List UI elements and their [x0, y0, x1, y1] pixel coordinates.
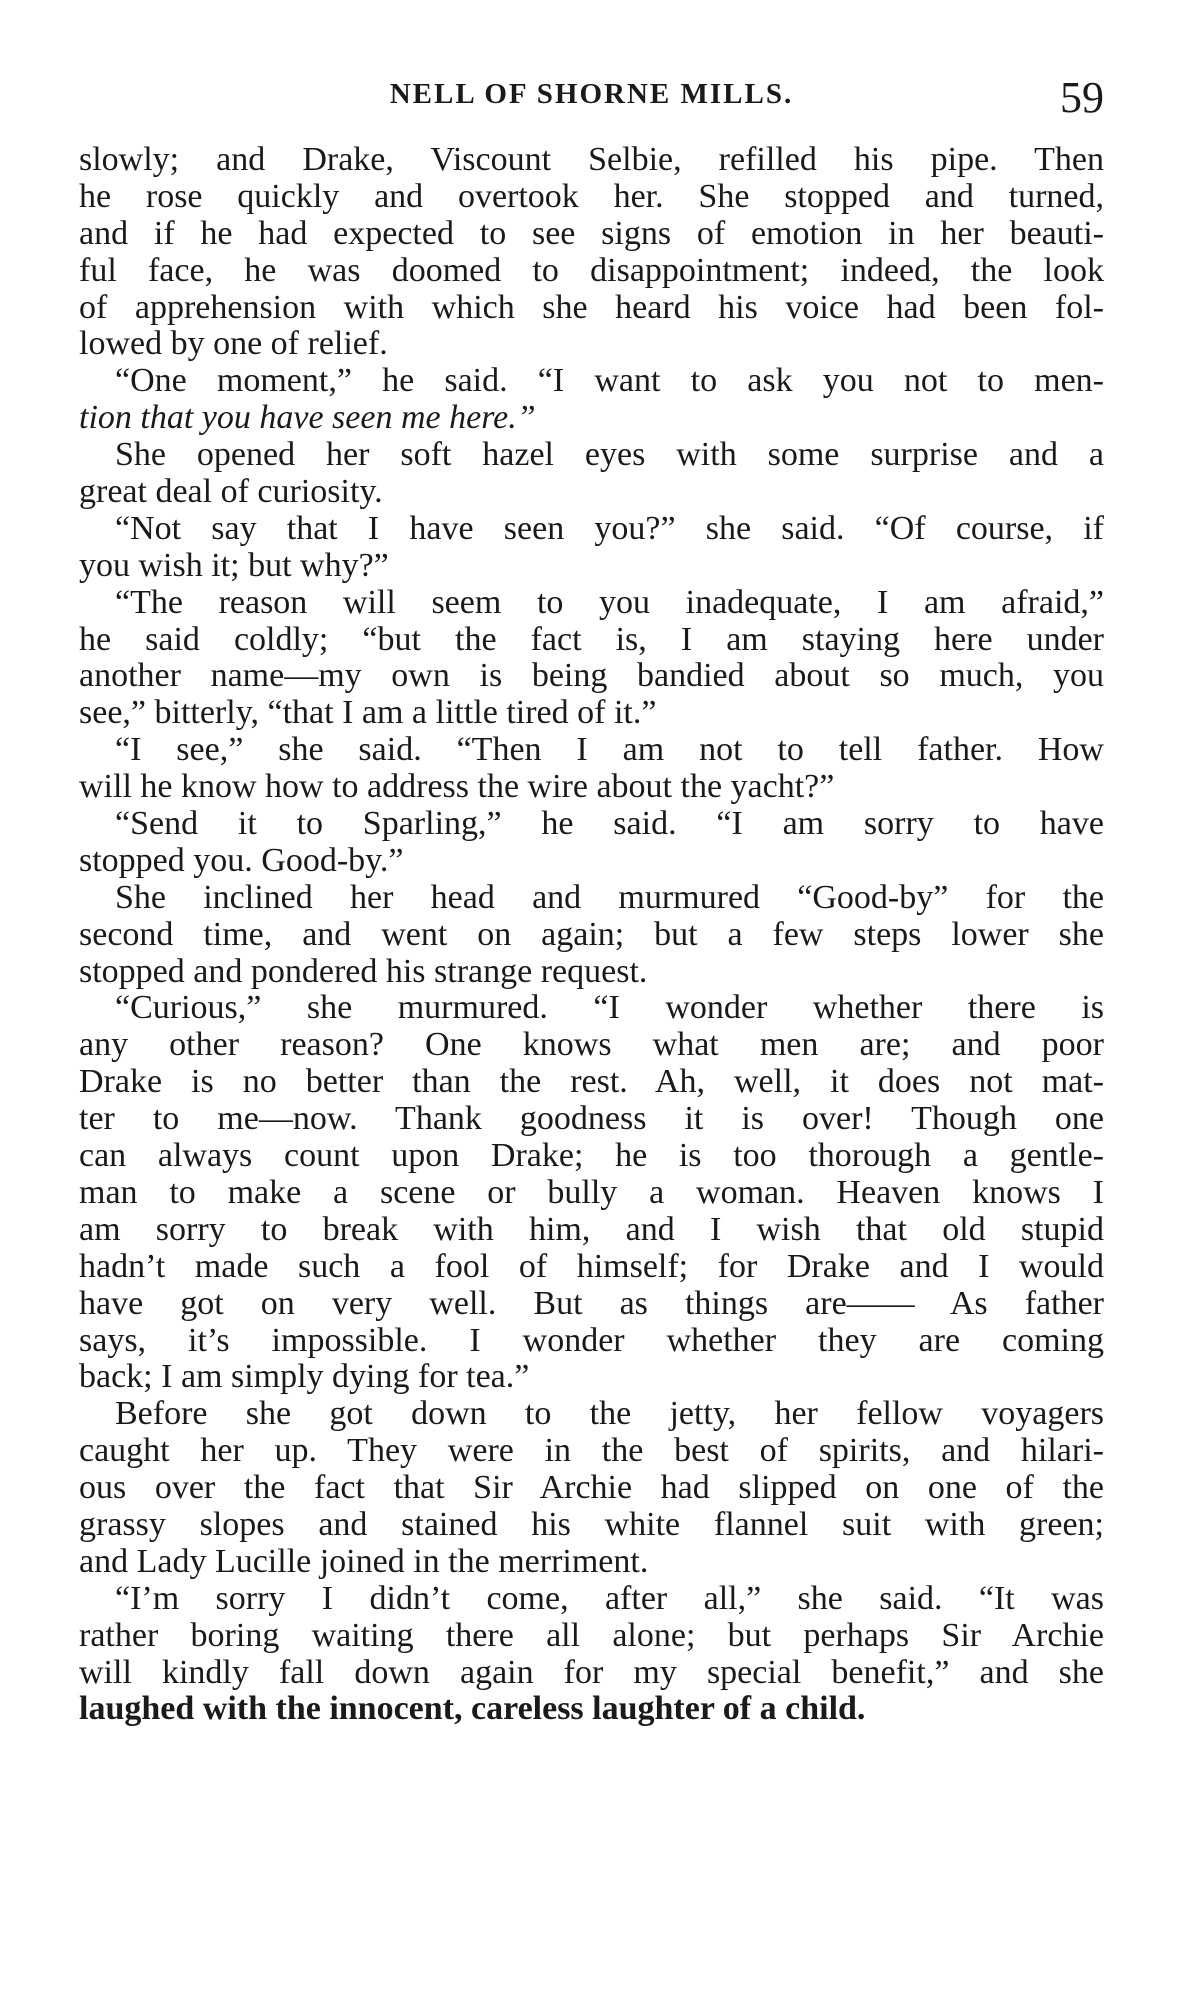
text-line: ful face, he was doomed to disappointment; indeed, the look — [79, 251, 1104, 289]
running-title: NELL OF SHORNE MILLS. — [389, 78, 794, 110]
text-line: ter to me—now. Thank goodness it is over! Though one — [79, 1100, 1104, 1138]
text-line: hadn’t made such a fool of himself; for Drake and I would — [79, 1247, 1104, 1285]
text-line: another name—my own is being bandied about so much, you — [79, 657, 1104, 695]
text-line: She opened her soft hazel eyes with some surprise and a — [115, 436, 1104, 474]
text-line: stopped you. Good-by.” — [79, 841, 404, 879]
text-line: caught her up. They were in the best of spirits, and hilari- — [79, 1432, 1104, 1470]
text-line: any other reason? One knows what men are; and poor — [79, 1026, 1104, 1064]
text-line: see,” bitterly, “that I am a little tired of it.” — [79, 694, 657, 732]
text-line: “I see,” she said. “Then I am not to tell father. How — [115, 731, 1104, 769]
text-line: “Not say that I have seen you?” she said. “Of course, if — [115, 509, 1104, 547]
text-line: he said coldly; “but the fact is, I am staying here under — [79, 620, 1104, 658]
text-line: Drake is no better than the rest. Ah, well, it does not mat- — [79, 1063, 1104, 1101]
text-line: and Lady Lucille joined in the merriment. — [79, 1542, 649, 1580]
text-line: “The reason will seem to you inadequate, I am afraid,” — [115, 583, 1104, 621]
page-number: 59 — [1060, 73, 1104, 122]
text-line: of apprehension with which she heard his voice had been fol- — [79, 288, 1104, 326]
text-line: will kindly fall down again for my special benefit,” and she — [79, 1653, 1104, 1691]
body-text — [79, 142, 1104, 1728]
text-line: great deal of curiosity. — [79, 473, 383, 511]
text-line: “Curious,” she murmured. “I wonder whether there is — [115, 989, 1104, 1027]
text-line: says, it’s impossible. I wonder whether they are coming — [79, 1321, 1104, 1359]
text-line: back; I am simply dying for tea.” — [79, 1358, 530, 1396]
text-line: Before she got down to the jetty, her fellow voyagers — [115, 1395, 1104, 1433]
text-line: you wish it; but why?” — [79, 546, 389, 584]
text-line: “One moment,” he said. “I want to ask you not to men- — [115, 362, 1104, 400]
text-line: will he know how to address the wire about the yacht?” — [79, 768, 835, 806]
text-line: he rose quickly and overtook her. She stopped and turned, — [79, 177, 1104, 215]
running-head — [79, 72, 1104, 122]
text-line: second time, and went on again; but a few steps lower she — [79, 915, 1104, 953]
text-line: laughed with the innocent, careless laughter of a child. — [79, 1690, 866, 1728]
text-line: “I’m sorry I didn’t come, after all,” she said. “It was — [115, 1579, 1104, 1617]
text-line: ous over the fact that Sir Archie had slipped on one of the — [79, 1469, 1104, 1507]
text-line: man to make a scene or bully a woman. Heaven knows I — [79, 1173, 1104, 1211]
text-line: am sorry to break with him, and I wish that old stupid — [79, 1210, 1104, 1248]
text-line: She inclined her head and murmured “Good-by” for the — [115, 878, 1104, 916]
text-line: rather boring waiting there all alone; but perhaps Sir Archie — [79, 1616, 1104, 1654]
text-line: slowly; and Drake, Viscount Selbie, refilled his pipe. Then — [79, 141, 1104, 178]
text-line: have got on very well. But as things are—— As father — [79, 1284, 1104, 1322]
text-line: tion that you have seen me here.” — [79, 399, 536, 437]
text-line: lowed by one of relief. — [79, 325, 388, 363]
text-line: and if he had expected to see signs of emotion in her beauti- — [79, 214, 1104, 252]
text-line: stopped and pondered his strange request. — [79, 952, 648, 990]
text-line: “Send it to Sparling,” he said. “I am sorry to have — [115, 805, 1104, 843]
text-line: can always count upon Drake; he is too thorough a gentle- — [79, 1137, 1104, 1175]
text-line: grassy slopes and stained his white flannel suit with green; — [79, 1505, 1104, 1543]
